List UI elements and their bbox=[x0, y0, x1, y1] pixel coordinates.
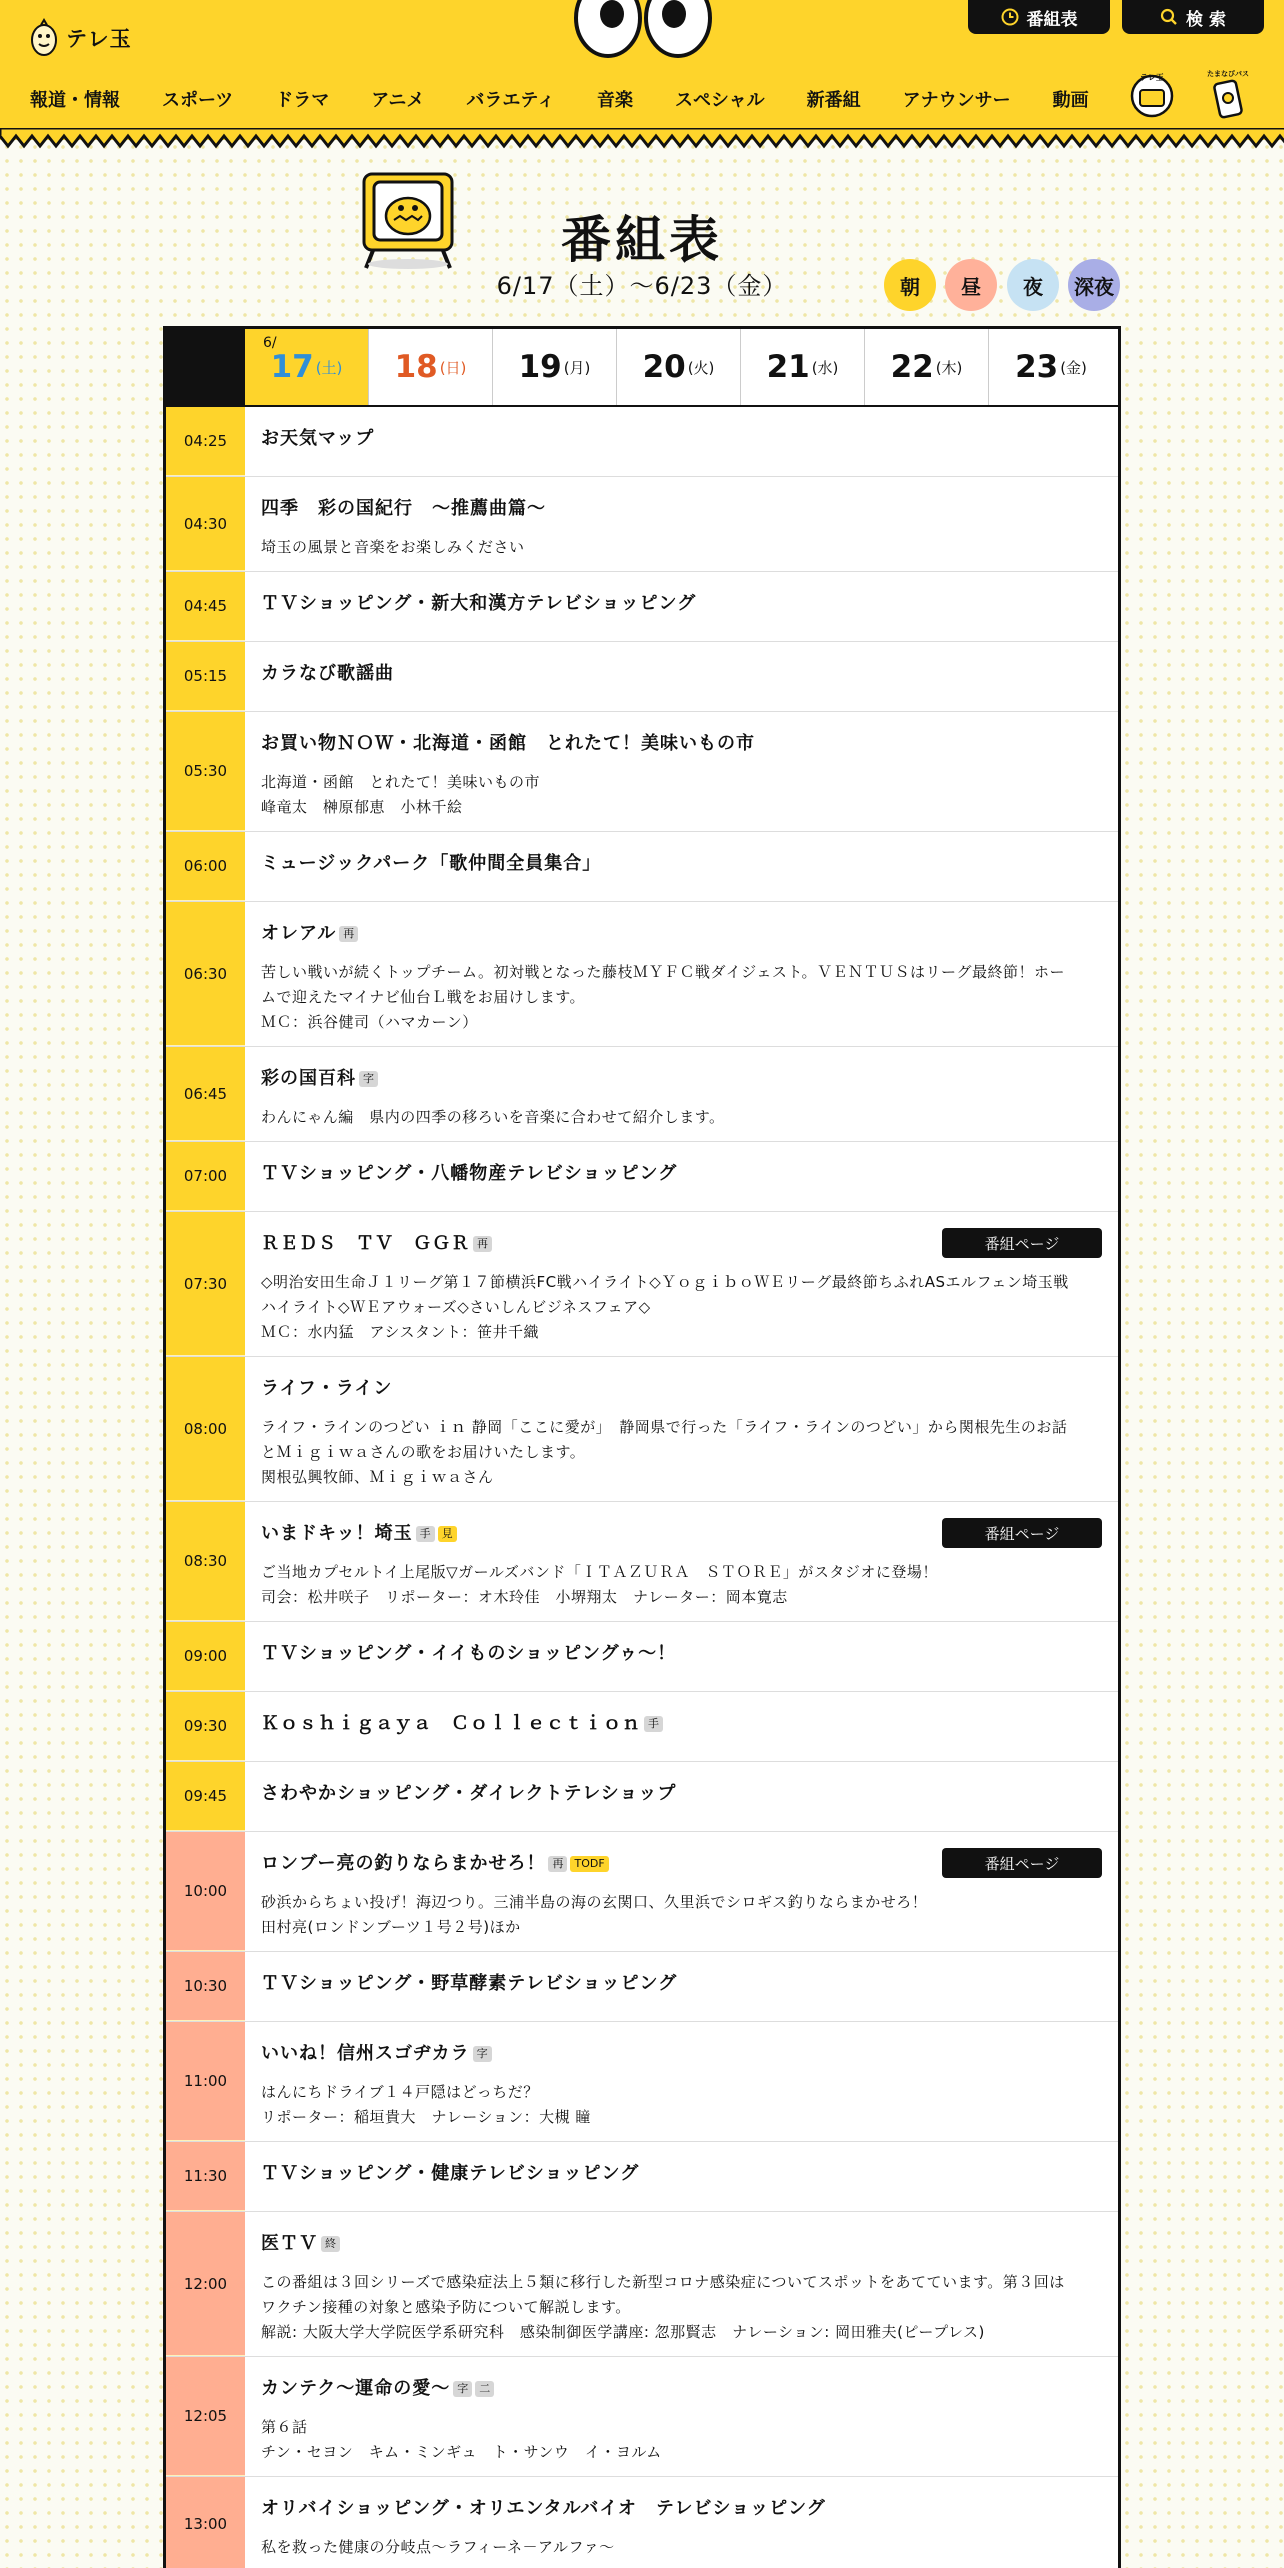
description-line: 関根弘興牧師、Ｍｉｇｉｗａさん bbox=[261, 1468, 494, 1486]
program-title-text: お天気マップ bbox=[261, 428, 375, 449]
program-title-text: ライフ・ライン bbox=[261, 1378, 393, 1399]
nav-item-new-programs[interactable]: 新番組 bbox=[806, 90, 861, 111]
night-button[interactable]: 夜 bbox=[1007, 259, 1059, 311]
program-cell[interactable] bbox=[245, 1952, 1118, 2021]
program-title[interactable] bbox=[261, 732, 1102, 756]
program-title-text: いいね！信州スゴヂカラ bbox=[261, 2043, 470, 2064]
program-row bbox=[166, 2477, 1118, 2568]
site-header bbox=[0, 0, 1284, 140]
program-tag-badge: 手 bbox=[644, 1716, 663, 1732]
program-title-text: ロンブー亮の釣りならまかせろ！ bbox=[261, 1853, 546, 1874]
description-line: この番組は３回シリーズで感染症法上５類に移行した新型コロナ感染症についてスポットをあてています。第３回は bbox=[261, 2273, 1065, 2291]
program-description bbox=[261, 2415, 1102, 2465]
description-line: 私を救った健康の分岐点～ラフィーネ－アルファ～ bbox=[261, 2538, 615, 2556]
program-page-button[interactable]: 番組ページ bbox=[942, 1848, 1102, 1878]
description-line: ワクチン接種の対象と感染予防について解説します。 bbox=[261, 2298, 631, 2316]
nav-item-special[interactable]: スペシャル bbox=[674, 90, 765, 111]
program-time: 04:25 bbox=[166, 407, 245, 476]
program-cell[interactable] bbox=[245, 407, 1118, 476]
search-button[interactable] bbox=[1122, 0, 1264, 34]
program-cell[interactable] bbox=[245, 1357, 1118, 1501]
program-cell[interactable] bbox=[245, 712, 1118, 831]
program-time: 08:00 bbox=[166, 1357, 245, 1501]
program-page-button[interactable]: 番組ページ bbox=[942, 1228, 1102, 1258]
description-line: とＭｉｇｉｗａさんの歌をお届けいたします。 bbox=[261, 1443, 586, 1461]
program-time: 11:30 bbox=[166, 2142, 245, 2211]
program-title-text: ＲＥＤＳ ＴＶ ＧＧＲ bbox=[261, 1233, 470, 1254]
program-row bbox=[166, 1762, 1118, 1832]
program-tag-badge: 再 bbox=[339, 926, 358, 942]
program-time: 08:30 bbox=[166, 1502, 245, 1621]
program-tag-badge: 見 bbox=[438, 1526, 457, 1542]
tamanabi-pass-link[interactable] bbox=[1203, 66, 1253, 120]
program-title[interactable] bbox=[261, 2162, 1102, 2186]
program-title[interactable] bbox=[261, 852, 1102, 876]
description-line: ◇明治安田生命Ｊ１リーグ第１７節横浜FC戦ハイライト◇ＹｏｇｉｂｏＷＥリーグ最終節ちふれASエルフェン埼玉戦 bbox=[261, 1273, 1069, 1291]
program-title-text: 四季 彩の国紀行 ～推薦曲篇～ bbox=[261, 498, 546, 519]
program-title-text: 彩の国百科 bbox=[261, 1068, 356, 1089]
program-time: 09:00 bbox=[166, 1622, 245, 1691]
program-row bbox=[166, 2212, 1118, 2357]
program-row bbox=[166, 1502, 1118, 1622]
day-weekday: (日) bbox=[439, 358, 467, 377]
program-row bbox=[166, 1142, 1118, 1212]
nav-item-sports[interactable]: スポーツ bbox=[162, 90, 234, 111]
program-cell[interactable] bbox=[245, 2022, 1118, 2141]
program-row bbox=[166, 2022, 1118, 2142]
day-weekday: (月) bbox=[563, 358, 591, 377]
nav-item-video[interactable]: 動画 bbox=[1052, 90, 1089, 111]
day-number: 21 bbox=[766, 349, 810, 385]
nav-item-news[interactable]: 報道・情報 bbox=[30, 90, 120, 111]
program-cell[interactable] bbox=[245, 902, 1118, 1046]
program-time: 06:00 bbox=[166, 832, 245, 901]
page-title: 番組表 bbox=[561, 211, 723, 269]
program-row bbox=[166, 1692, 1118, 1762]
day-tab-20[interactable] bbox=[617, 329, 741, 405]
program-row bbox=[166, 572, 1118, 642]
schedule-table bbox=[163, 326, 1121, 2568]
program-cell[interactable] bbox=[245, 2477, 1118, 2568]
chick-logo-icon bbox=[30, 18, 58, 58]
site-logo[interactable] bbox=[30, 18, 132, 58]
nav-item-variety[interactable]: バラエティ bbox=[466, 90, 555, 111]
program-time: 10:00 bbox=[166, 1832, 245, 1951]
program-row bbox=[166, 1357, 1118, 1502]
program-title-text: ＴＶショッピング・新大和漢方テレビショッピング bbox=[261, 593, 697, 614]
program-title[interactable] bbox=[261, 1642, 1102, 1666]
day-number: 17 bbox=[270, 349, 314, 385]
program-title[interactable] bbox=[261, 592, 1102, 616]
description-line: 埼玉の風景と音楽をお楽しみください bbox=[261, 538, 525, 556]
description-line: ＭＣ：浜谷健司（ハマカーン） bbox=[261, 1013, 478, 1031]
program-title[interactable] bbox=[261, 2232, 1102, 2256]
program-title[interactable] bbox=[261, 2042, 1102, 2066]
program-title[interactable] bbox=[261, 1067, 1102, 1091]
teletama-mascot-link[interactable] bbox=[1127, 66, 1177, 120]
main-nav bbox=[30, 86, 1089, 112]
description-line: 北海道・函館 とれたて！美味いもの市 bbox=[261, 773, 541, 791]
noon-button[interactable]: 昼 bbox=[945, 259, 997, 311]
program-time: 06:30 bbox=[166, 902, 245, 1046]
program-row bbox=[166, 902, 1118, 1047]
description-line: 峰竜太 榊原郁恵 小林千絵 bbox=[261, 798, 463, 816]
day-header bbox=[166, 329, 1118, 407]
month-label: 6/ bbox=[263, 335, 277, 351]
program-description bbox=[261, 960, 1102, 1035]
program-time: 13:00 bbox=[166, 2477, 245, 2568]
program-tag-badge: 終 bbox=[321, 2236, 340, 2252]
morning-button[interactable]: 朝 bbox=[884, 259, 936, 311]
program-title-text: カンテク～運命の愛～ bbox=[261, 2378, 451, 2399]
program-title-text: ＴＶショッピング・野草酵素テレビショッピング bbox=[261, 1973, 678, 1994]
pass-icon-text: たまなびパス bbox=[1207, 70, 1249, 78]
header-zigzag bbox=[0, 128, 1284, 152]
description-line: 第６話 bbox=[261, 2418, 308, 2436]
program-title[interactable] bbox=[261, 427, 1102, 451]
program-row bbox=[166, 407, 1118, 477]
program-description bbox=[261, 1560, 1102, 1610]
nav-item-drama[interactable]: ドラマ bbox=[275, 90, 330, 111]
program-cell[interactable] bbox=[245, 1762, 1118, 1831]
day-tab-21[interactable] bbox=[741, 329, 865, 405]
program-cell[interactable] bbox=[245, 2357, 1118, 2476]
program-row bbox=[166, 832, 1118, 902]
program-title-text: カラなび歌謡曲 bbox=[261, 663, 394, 684]
program-title-text: ＴＶショッピング・イイものショッピングゥ～！ bbox=[261, 1643, 677, 1664]
program-description bbox=[261, 2080, 1102, 2130]
program-description bbox=[261, 770, 1102, 820]
program-description bbox=[261, 535, 1102, 560]
program-time: 05:30 bbox=[166, 712, 245, 831]
program-time: 10:30 bbox=[166, 1952, 245, 2021]
day-weekday: (木) bbox=[935, 358, 963, 377]
program-title[interactable] bbox=[261, 1377, 1102, 1401]
program-tag-badge: 字 bbox=[473, 2046, 492, 2062]
program-row bbox=[166, 477, 1118, 572]
search-icon bbox=[1160, 8, 1178, 26]
program-cell[interactable] bbox=[245, 1622, 1118, 1691]
program-time: 11:00 bbox=[166, 2022, 245, 2141]
logo-text: テレ玉 bbox=[66, 27, 132, 51]
program-time: 07:30 bbox=[166, 1212, 245, 1356]
day-weekday: (土) bbox=[315, 358, 343, 377]
program-row bbox=[166, 712, 1118, 832]
search-button-label: 検 索 bbox=[1186, 9, 1226, 30]
day-number: 23 bbox=[1015, 349, 1059, 385]
program-time: 04:45 bbox=[166, 572, 245, 641]
day-number: 19 bbox=[518, 349, 562, 385]
schedule-button[interactable] bbox=[968, 0, 1110, 34]
program-cell[interactable] bbox=[245, 1502, 1118, 1621]
header-corner bbox=[166, 329, 245, 405]
program-row bbox=[166, 1212, 1118, 1357]
program-time: 09:30 bbox=[166, 1692, 245, 1761]
description-line: 苦しい戦いが続くトップチーム。初対戦となった藤枝ＭＹＦＣ戦ダイジェスト。ＶＥＮＴＵＳはリーグ最終節！ホー bbox=[261, 963, 1066, 981]
program-description bbox=[261, 1415, 1102, 1490]
program-time: 04:30 bbox=[166, 477, 245, 571]
nav-item-announcers[interactable]: アナウンサー bbox=[902, 90, 1011, 111]
program-cell[interactable] bbox=[245, 1692, 1118, 1761]
program-cell[interactable] bbox=[245, 642, 1118, 711]
program-title[interactable] bbox=[261, 1782, 1102, 1806]
program-tag-badge: 再 bbox=[548, 1856, 567, 1872]
description-line: ハイライト◇ＷＥアウォーズ◇さいしんビジネスフェア◇ bbox=[261, 1298, 651, 1316]
program-description bbox=[261, 2270, 1102, 2345]
title-area bbox=[0, 160, 1284, 320]
program-row bbox=[166, 2357, 1118, 2477]
program-title[interactable] bbox=[261, 2497, 1102, 2521]
day-weekday: (火) bbox=[687, 358, 715, 377]
program-title-text: お買い物ＮＯＷ・北海道・函館 とれたて！美味いもの市 bbox=[261, 733, 755, 754]
program-time: 09:45 bbox=[166, 1762, 245, 1831]
program-row bbox=[166, 1047, 1118, 1142]
program-page-button[interactable]: 番組ページ bbox=[942, 1518, 1102, 1548]
description-line: ムで迎えたマイナビ仙台Ｌ戦をお届けします。 bbox=[261, 988, 586, 1006]
day-tab-22[interactable] bbox=[865, 329, 989, 405]
description-line: 砂浜からちょい投げ！海辺つり。三浦半島の海の玄関口、久里浜でシロギス釣りならまかせろ！ bbox=[261, 1893, 928, 1911]
program-row bbox=[166, 1832, 1118, 1952]
program-title[interactable] bbox=[261, 1972, 1102, 1996]
day-tab-19[interactable] bbox=[493, 329, 617, 405]
day-tab-23[interactable] bbox=[989, 329, 1113, 405]
description-line: ライフ・ラインのつどい ｉｎ 静岡「ここに愛が」 静岡県で行った「ライフ・ラインのつどい」から関根先生のお話 bbox=[261, 1418, 1068, 1436]
program-title-text: オリバイショッピング・オリエンタルバイオ テレビショッピング bbox=[261, 2498, 826, 2519]
tv-mascot-icon bbox=[1127, 66, 1177, 120]
program-title-text: ＴＶショッピング・八幡物産テレビショッピング bbox=[261, 1163, 678, 1184]
description-line: 田村亮(ロンドンブーツ１号２号)ほか bbox=[261, 1918, 521, 1936]
program-title[interactable] bbox=[261, 497, 1102, 521]
date-range: 6/17（土）〜6/23（金） bbox=[496, 272, 788, 300]
program-cell[interactable] bbox=[245, 1832, 1118, 1951]
program-row bbox=[166, 1952, 1118, 2022]
program-time: 06:45 bbox=[166, 1047, 245, 1141]
program-cell[interactable] bbox=[245, 1047, 1118, 1141]
program-row bbox=[166, 1622, 1118, 1692]
program-cell[interactable] bbox=[245, 2142, 1118, 2211]
program-description bbox=[261, 2535, 1102, 2560]
program-cell[interactable] bbox=[245, 1212, 1118, 1356]
description-line: 司会：松井咲子 リポーター：オ木玲佳 小堺翔太 ナレーター：岡本寛志 bbox=[261, 1588, 788, 1606]
mascot-icon-text: テレ玉 bbox=[1140, 73, 1164, 82]
description-line: ＭＣ：水内猛 アシスタント：笹井千織 bbox=[261, 1323, 539, 1341]
schedule-button-label: 番組表 bbox=[1026, 9, 1078, 30]
clock-icon bbox=[1001, 8, 1019, 26]
program-title-text: さわやかショッピング・ダイレクトテレショップ bbox=[261, 1783, 677, 1804]
program-description bbox=[261, 1105, 1102, 1130]
description-line: はんにちドライブ１４戸隠はどっちだ？ bbox=[261, 2083, 539, 2101]
program-title-text: 医ＴＶ bbox=[261, 2233, 318, 2254]
program-tag-badge: 字 bbox=[453, 2381, 472, 2397]
program-title[interactable] bbox=[261, 1712, 1102, 1736]
program-time: 12:05 bbox=[166, 2357, 245, 2476]
program-cell[interactable] bbox=[245, 832, 1118, 901]
program-description bbox=[261, 1890, 1102, 1940]
program-title[interactable] bbox=[261, 922, 1102, 946]
day-weekday: (水) bbox=[811, 358, 839, 377]
description-line: ご当地カプセルトイ上尾版▽ガールズバンド「ＩＴＡＺＵＲＡ ＳＴＯＲＥ」がスタジオに登場！ bbox=[261, 1563, 938, 1581]
program-time: 12:00 bbox=[166, 2212, 245, 2356]
program-cell[interactable] bbox=[245, 2212, 1118, 2356]
late-night-button[interactable]: 深夜 bbox=[1068, 259, 1120, 311]
program-cell[interactable] bbox=[245, 572, 1118, 641]
program-tag-badge: 二 bbox=[475, 2381, 494, 2397]
day-weekday: (金) bbox=[1060, 358, 1087, 377]
program-title[interactable] bbox=[261, 1162, 1102, 1186]
day-number: 22 bbox=[890, 349, 934, 385]
description-line: リポーター：稲垣貴大 ナレーション：大槻 瞳 bbox=[261, 2108, 591, 2126]
program-description bbox=[261, 1270, 1102, 1345]
program-title-text: いまドキッ！埼玉 bbox=[261, 1523, 413, 1544]
program-row bbox=[166, 642, 1118, 712]
day-number: 20 bbox=[642, 349, 686, 385]
program-title-text: ミュージックパーク「歌仲間全員集合」 bbox=[261, 853, 602, 874]
description-line: チン・セヨン キム・ミンギュ ト・サンウ イ・ヨルム bbox=[261, 2443, 662, 2461]
mascot-eyes-icon bbox=[568, 0, 718, 60]
day-tab-18[interactable] bbox=[369, 329, 493, 405]
nav-item-anime[interactable]: アニメ bbox=[371, 90, 425, 111]
description-line: わんにゃん編 県内の四季の移ろいを音楽に合わせて紹介します。 bbox=[261, 1108, 725, 1126]
program-tag-badge: 再 bbox=[473, 1236, 492, 1252]
program-time: 05:15 bbox=[166, 642, 245, 711]
description-line: 解説: 大阪大学大学院医学系研究科 感染制御医学講座: 忽那賢志 ナレーション: 岡田雅夫(ピープレス) bbox=[261, 2323, 985, 2341]
program-cell[interactable] bbox=[245, 477, 1118, 571]
program-time: 07:00 bbox=[166, 1142, 245, 1211]
program-title-text: ＴＶショッピング・健康テレビショッピング bbox=[261, 2163, 640, 2184]
program-row bbox=[166, 2142, 1118, 2212]
phone-mascot-icon bbox=[1203, 66, 1253, 120]
program-title[interactable] bbox=[261, 2377, 1102, 2401]
nav-item-music[interactable]: 音楽 bbox=[596, 90, 633, 111]
program-cell[interactable] bbox=[245, 1142, 1118, 1211]
day-number: 18 bbox=[394, 349, 438, 385]
program-title[interactable] bbox=[261, 662, 1102, 686]
program-tag-badge: 字 bbox=[359, 1071, 378, 1087]
program-tag-badge: 手 bbox=[416, 1526, 435, 1542]
program-tag-badge: TODF bbox=[570, 1856, 608, 1872]
program-title-text: オレアル bbox=[261, 923, 337, 944]
program-title-text: Ｋｏｓｈｉｇａｙａ Ｃｏｌｌｅｃｔｉｏｎ bbox=[261, 1713, 641, 1734]
